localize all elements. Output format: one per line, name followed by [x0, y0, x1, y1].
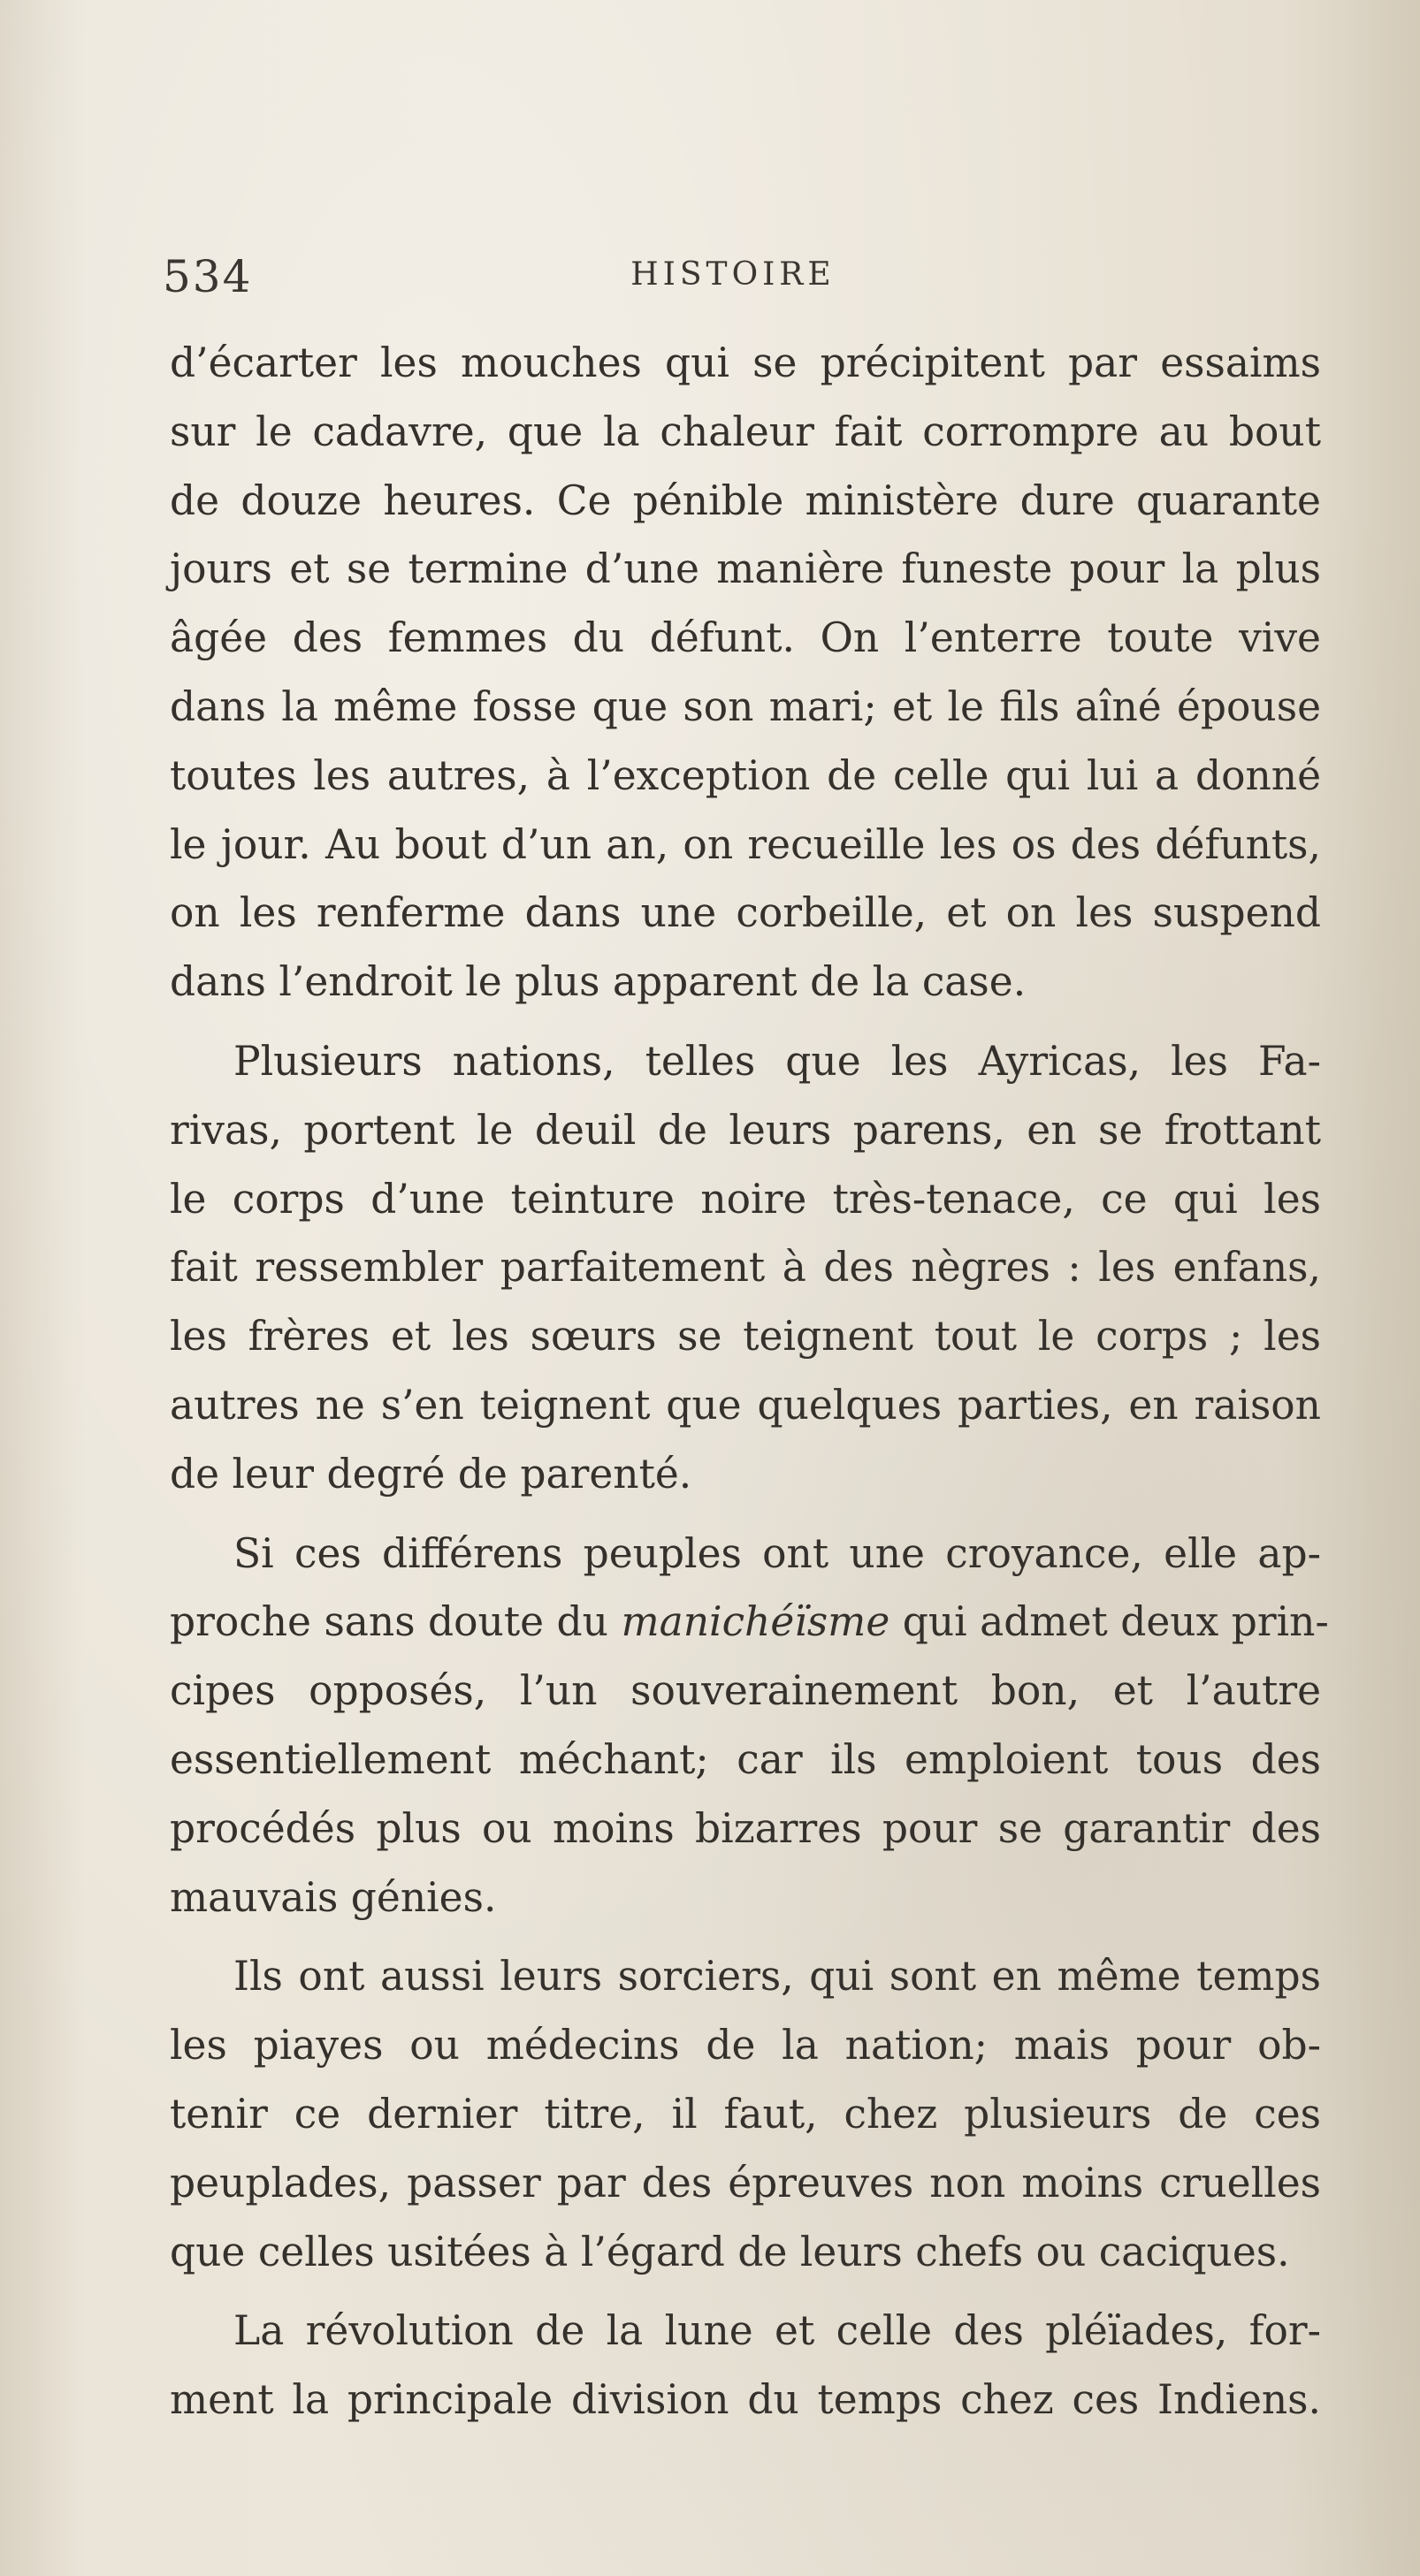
text-line: de leur degré de parenté. [170, 1450, 692, 1498]
text-line: mauvais génies. [170, 1873, 497, 1921]
text-line: âgée des femmes du défunt. On l’enterre toute vive [170, 614, 1321, 662]
text-line: ment la principale division du temps chez ces Indiens. [170, 2376, 1321, 2424]
text-fragment: proche sans doute du [170, 1598, 622, 1646]
text-line: tenir ce dernier titre, il faut, chez plusieurs de ces [170, 2090, 1321, 2138]
text-line: le corps d’une teinture noire très-tenace, ce qui les [170, 1175, 1321, 1223]
text-line: d’écarter les mouches qui se précipitent par essaims [170, 339, 1321, 386]
paragraph-3 [170, 1520, 1329, 1932]
text-line: Ils ont aussi leurs sorciers, qui sont en même temps [233, 1953, 1321, 2001]
text-line: jours et se termine d’une manière funeste pour la plus [170, 545, 1321, 593]
text-line: autres ne s’en teignent que quelques parties, en raison [170, 1381, 1321, 1429]
body-text [170, 329, 1329, 2445]
text-line: les frères et les sœurs se teignent tout le corps ; les [170, 1313, 1321, 1360]
text-line: Si ces différens peuples ont une croyance, elle ap- [233, 1529, 1321, 1577]
paragraph-1 [170, 329, 1321, 1017]
text-line: La révolution de la lune et celle des pléïades, for- [233, 2307, 1321, 2355]
text-line: on les renferme dans une corbeille, et on les suspend [170, 889, 1321, 937]
paragraph-4 [170, 1942, 1321, 2286]
text-fragment: qui admet deux prin- [889, 1598, 1329, 1646]
running-head: HISTOIRE [630, 256, 836, 293]
italic-term: manichéïsme [621, 1598, 890, 1646]
page-header [163, 251, 1303, 313]
text-line: cipes opposés, l’un souverainement bon, et l’autre [170, 1667, 1321, 1715]
text-line: dans la même fosse que son mari; et le fils aîné épouse [170, 682, 1321, 730]
text-line: les piayes ou médecins de la nation; mais pour ob- [170, 2022, 1321, 2069]
text-line: toutes les autres, à l’exception de celle qui lui a donné [170, 751, 1321, 799]
text-line [170, 1588, 1329, 1657]
text-line: procédés plus ou moins bizarres pour se garantir des [170, 1804, 1321, 1852]
page-number: 534 [163, 251, 253, 302]
text-line: essentiellement méchant; car ils emploient tous des [170, 1735, 1321, 1783]
text-line: fait ressembler parfaitement à des nègres : les enfans, [170, 1244, 1321, 1292]
text-line: sur le cadavre, que la chaleur fait corrompre au bout [170, 408, 1321, 455]
text-line: rivas, portent le deuil de leurs parens, en se frottant [170, 1106, 1321, 1154]
text-line: le jour. Au bout d’un an, on recueille les os des défunts, [170, 820, 1321, 868]
text-line: peuplades, passer par des épreuves non moins cruelles [170, 2159, 1321, 2206]
text-line: dans l’endroit le plus apparent de la case. [170, 958, 1027, 1006]
paragraph-5 [170, 2297, 1321, 2435]
text-line: Plusieurs nations, telles que les Ayricas, les Fa- [233, 1037, 1321, 1085]
text-line: que celles usitées à l’égard de leurs chefs ou caciques. [170, 2228, 1290, 2275]
paragraph-2 [170, 1027, 1321, 1509]
text-line: de douze heures. Ce pénible ministère dure quarante [170, 476, 1321, 524]
